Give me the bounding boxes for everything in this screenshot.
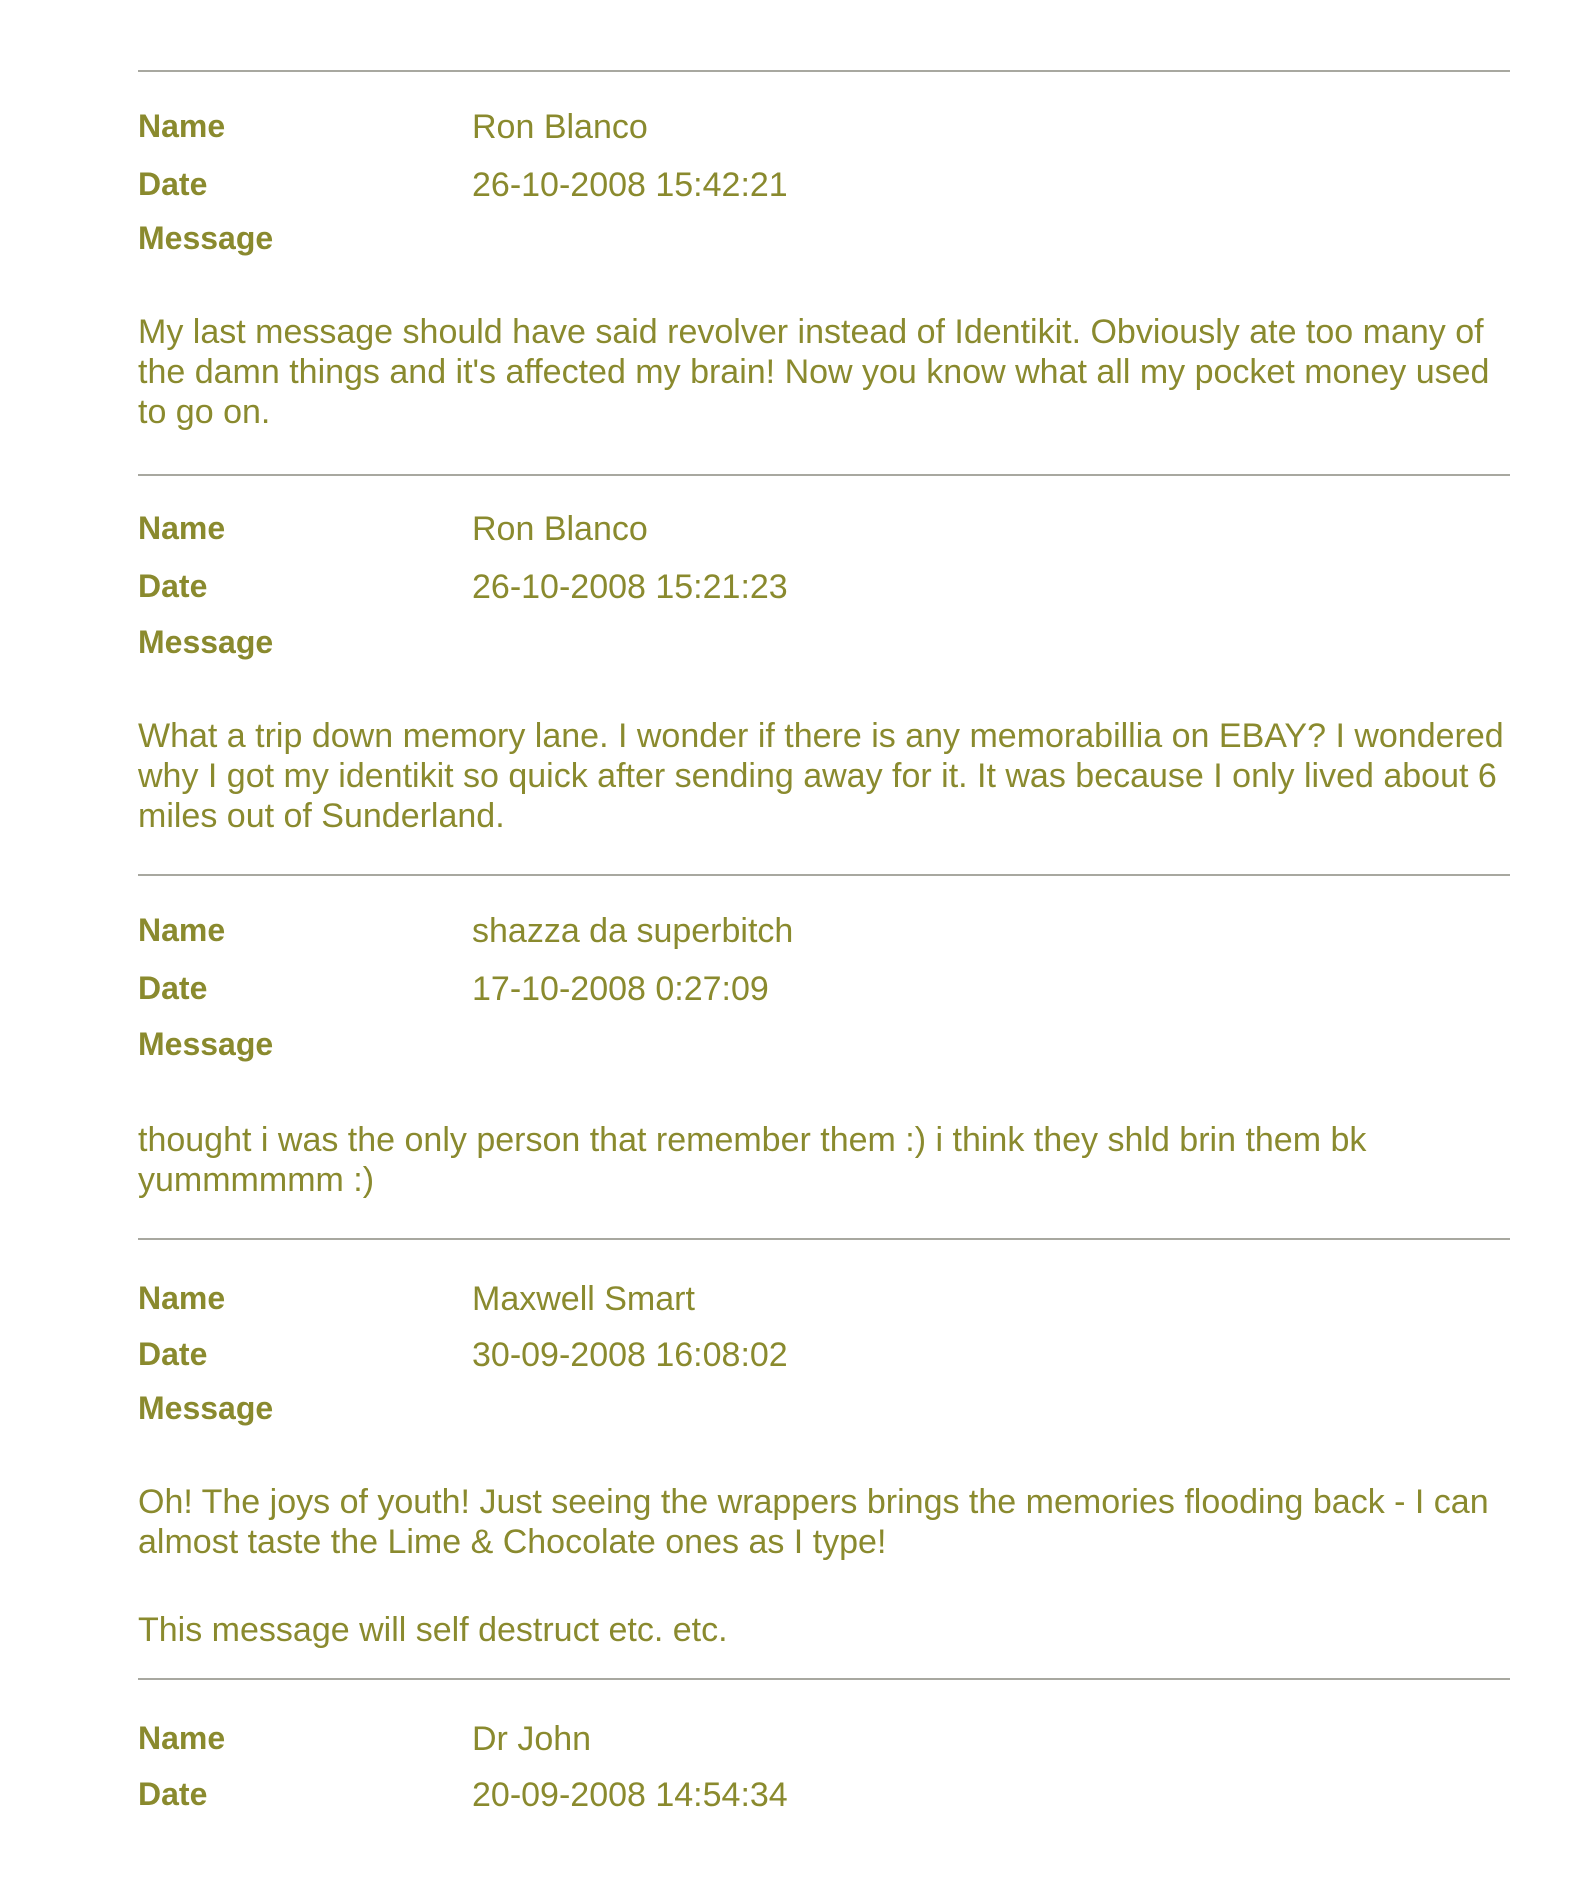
- message-text: What a trip down memory lane. I wonder if there is any memorabillia on EBAY? I wondered why I got my identikit so quick after sending away for it. It was because I only lived about 6 miles out of Sunderland.: [138, 717, 1504, 835]
- date-value: 20-09-2008 14:54:34: [472, 1776, 788, 1814]
- message-label: Message: [138, 1026, 274, 1062]
- message-text: My last message should have said revolver instead of Identikit. Obviously ate too many of the damn things and it's affected my brain! Now you know what all my pocket money used to go on.: [138, 313, 1490, 431]
- message-text: This message will self destruct etc. etc.: [138, 1611, 728, 1649]
- name-label: Name: [138, 108, 226, 144]
- message-text: thought i was the only person that remember them :) i think they shld brin them bk yummmmmm :): [138, 1121, 1367, 1199]
- name-value: Ron Blanco: [472, 510, 648, 548]
- date-label: Date: [138, 568, 208, 604]
- entry-divider: [138, 874, 1510, 876]
- message-text: Oh! The joys of youth! Just seeing the wrappers brings the memories flooding back - I can almost taste the Lime & Chocolate ones as I type!: [138, 1483, 1489, 1561]
- message-label: Message: [138, 1390, 274, 1426]
- entry-divider: [138, 1238, 1510, 1240]
- message-label: Message: [138, 624, 274, 660]
- date-value: 26-10-2008 15:21:23: [472, 568, 788, 606]
- name-label: Name: [138, 1280, 226, 1316]
- name-label: Name: [138, 1720, 226, 1756]
- date-value: 26-10-2008 15:42:21: [472, 166, 788, 204]
- name-label: Name: [138, 912, 226, 948]
- date-label: Date: [138, 970, 208, 1006]
- date-value: 30-09-2008 16:08:02: [472, 1336, 788, 1374]
- date-label: Date: [138, 1776, 208, 1812]
- entry-divider: [138, 70, 1510, 72]
- name-value: Maxwell Smart: [472, 1280, 695, 1318]
- entry-divider: [138, 1678, 1510, 1680]
- message-label: Message: [138, 220, 274, 256]
- date-label: Date: [138, 166, 208, 202]
- name-value: shazza da superbitch: [472, 912, 794, 950]
- name-value: Ron Blanco: [472, 108, 648, 146]
- date-label: Date: [138, 1336, 208, 1372]
- date-value: 17-10-2008 0:27:09: [472, 970, 769, 1008]
- name-label: Name: [138, 510, 226, 546]
- entry-divider: [138, 474, 1510, 476]
- name-value: Dr John: [472, 1720, 592, 1758]
